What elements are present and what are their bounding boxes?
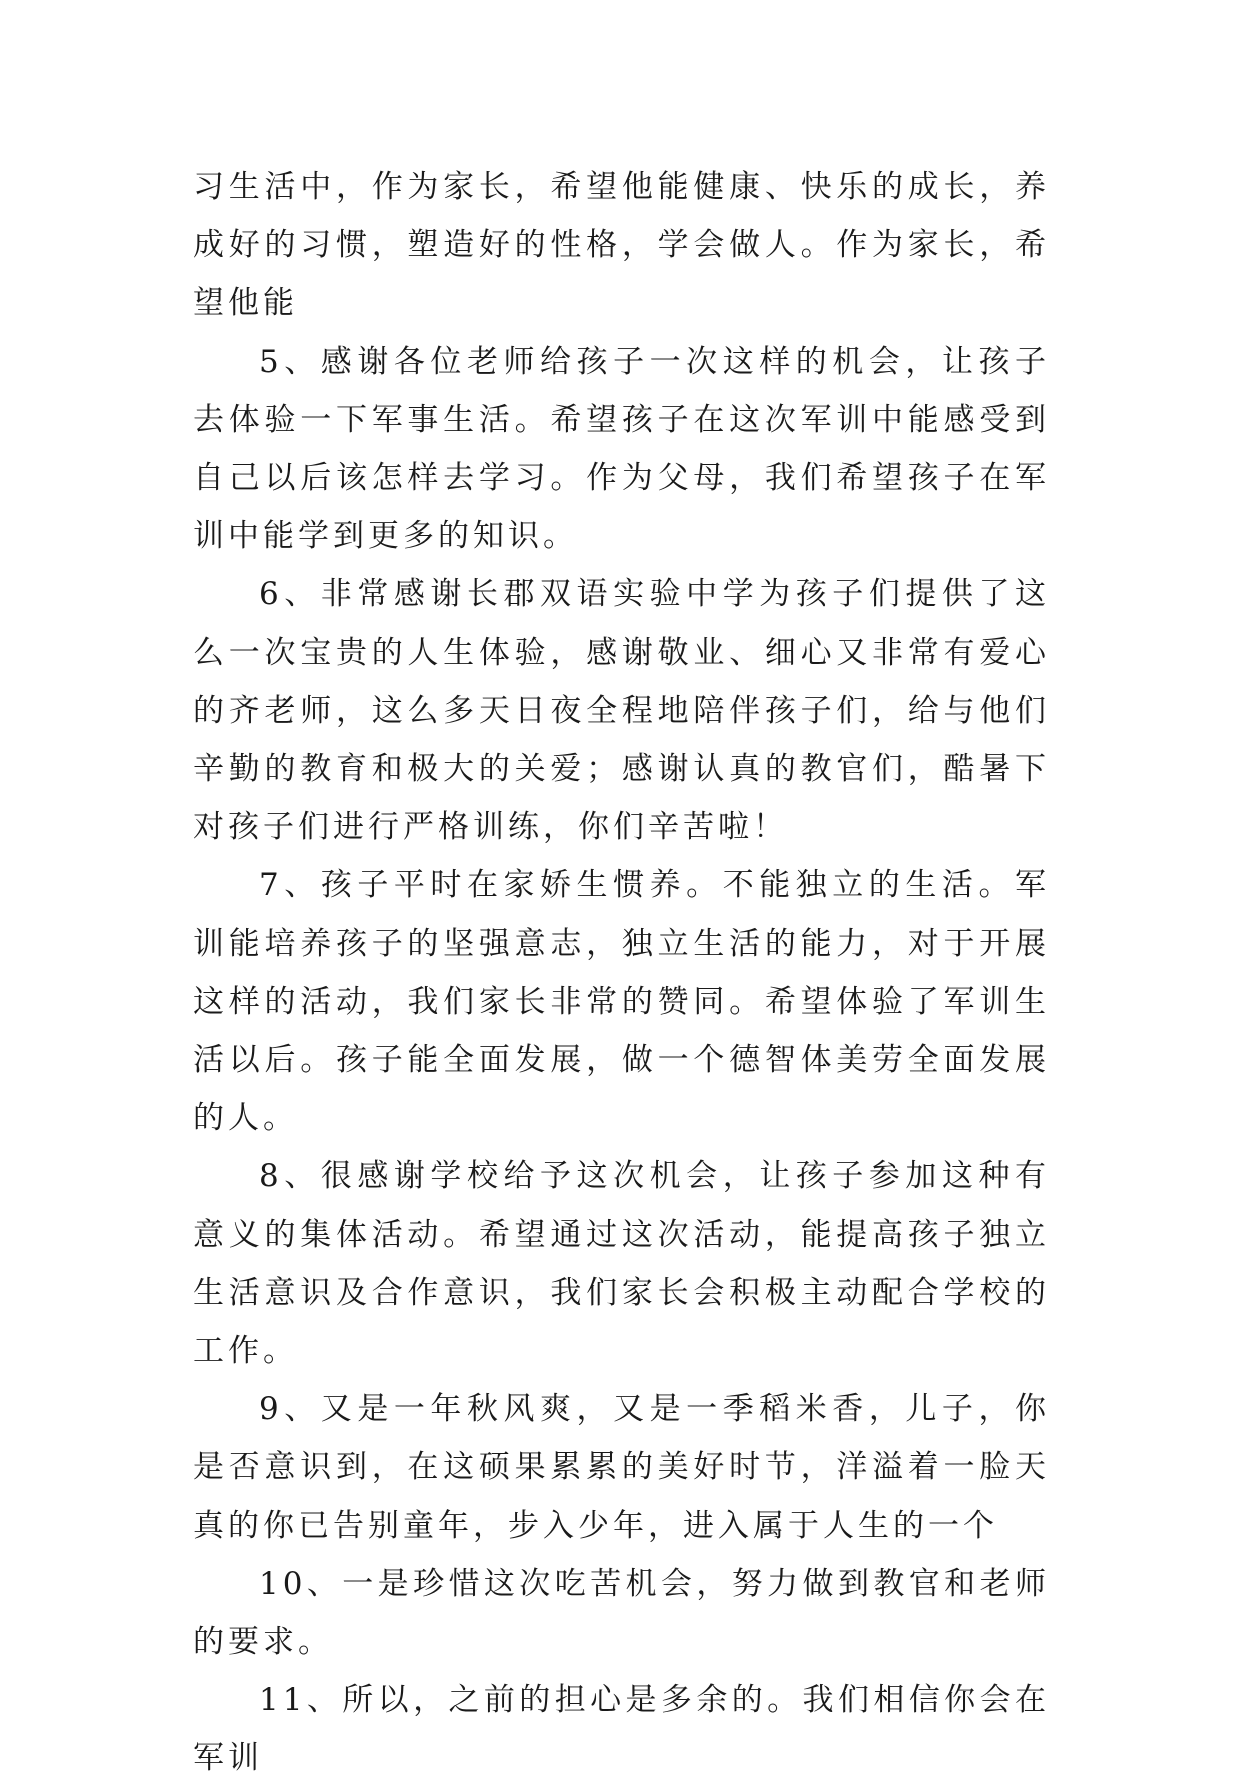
paragraph-5: 5、感谢各位老师给孩子一次这样的机会，让孩子去体验一下军事生活。希望孩子在这次军训中能感受到自己以后该怎样去学习。作为父母，我们希望孩子在军训中能学到更多的知识。 [193,343,1050,555]
paragraph-10: 10、一是珍惜这次吃苦机会，努力做到教官和老师的要求。 [193,1565,1050,1661]
document-page [193,158,1050,1788]
paragraph-7: 7、孩子平时在家娇生惯养。不能独立的生活。军训能培养孩子的坚强意志，独立生活的能力，对于开展这样的活动，我们家长非常的赞同。希望体验了军训生活以后。孩子能全面发展，做一个德智体美劳全面发展的人。 [193,867,1050,1137]
paragraph-intro: 习生活中，作为家长，希望他能健康、快乐的成长，养成好的习惯，塑造好的性格，学会做人。作为家长，希望他能 [193,169,1050,322]
paragraph-9: 9、又是一年秋风爽，又是一季稻米香，儿子，你是否意识到，在这硕果累累的美好时节，洋溢着一脸天真的你已告别童年，步入少年，进入属于人生的一个 [193,1391,1050,1544]
paragraph-8: 8、很感谢学校给予这次机会，让孩子参加这种有意义的集体活动。希望通过这次活动，能提高孩子独立生活意识及合作意识，我们家长会积极主动配合学校的工作。 [193,1158,1050,1370]
paragraph-6: 6、非常感谢长郡双语实验中学为孩子们提供了这么一次宝贵的人生体验，感谢敬业、细心又非常有爱心的齐老师，这么多天日夜全程地陪伴孩子们，给与他们辛勤的教育和极大的关爱；感谢认真的教官们，酷暑下对孩子们进行严格训练，你们辛苦啦！ [193,576,1050,846]
paragraph-11: 11、所以，之前的担心是多余的。我们相信你会在军训 [193,1682,1050,1777]
